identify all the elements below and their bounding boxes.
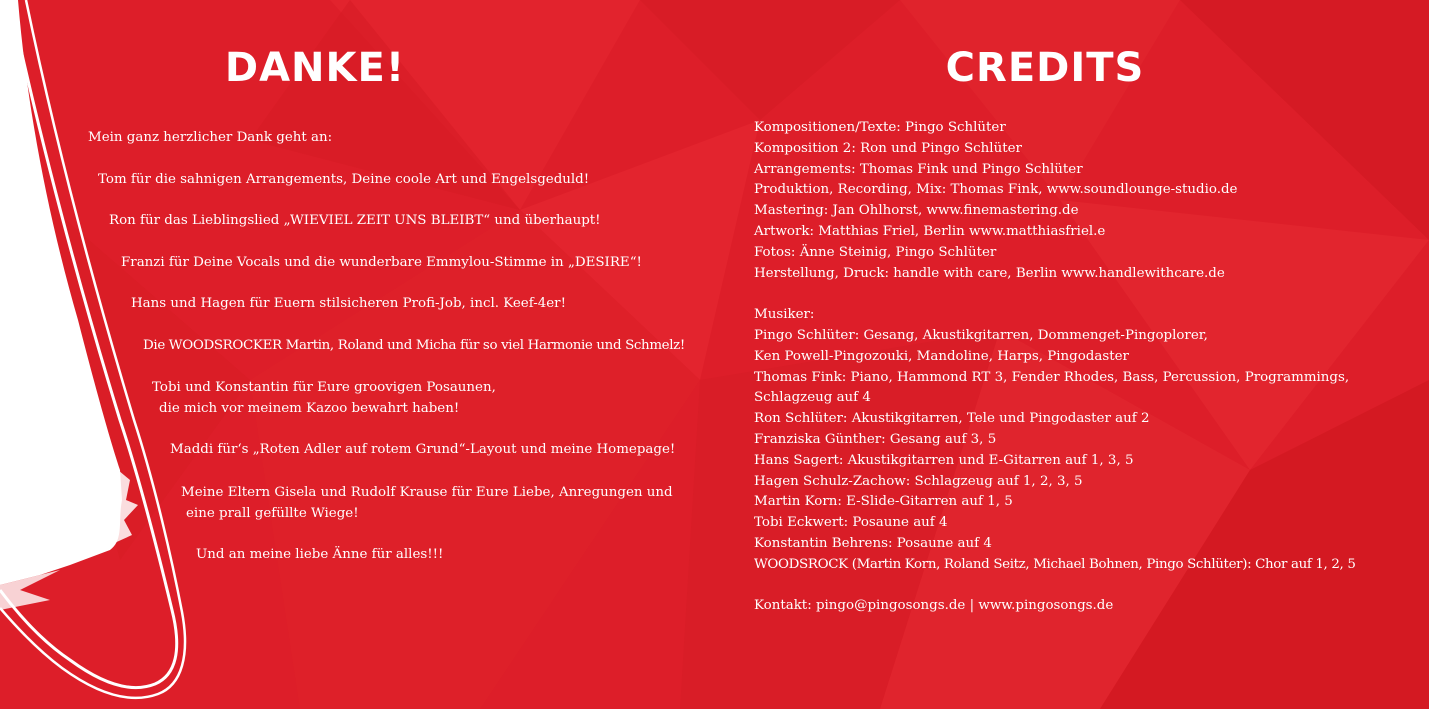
credit-line: Komposition 2: Ron und Pingo Schlüter bbox=[754, 140, 1022, 156]
credit-line: Arrangements: Thomas Fink und Pingo Schlüter bbox=[754, 161, 1083, 177]
thanks-line: eine prall gefüllte Wiege! bbox=[186, 506, 359, 521]
musician-line: Ken Powell-Pingozouki, Mandoline, Harps, Pingodaster bbox=[754, 348, 1129, 364]
thanks-intro: Mein ganz herzlicher Dank geht an: bbox=[88, 130, 333, 145]
spacer bbox=[754, 576, 1414, 597]
thanks-closing: Und an meine liebe Änne für alles!!! bbox=[196, 547, 444, 562]
musician-line: Thomas Fink: Piano, Hammond RT 3, Fender Rhodes, Bass, Percussion, Programmings, bbox=[754, 369, 1350, 385]
musician-line: Tobi Eckwert: Posaune auf 4 bbox=[754, 515, 948, 531]
musician-line: Hans Sagert: Akustikgitarren und E-Gitarren auf 1, 3, 5 bbox=[754, 452, 1134, 468]
credit-line: Kompositionen/Texte: Pingo Schlüter bbox=[754, 120, 1006, 135]
musician-line: Franziska Günther: Gesang auf 3, 5 bbox=[754, 431, 997, 447]
thanks-line: Franzi für Deine Vocals und die wunderbare Emmylou-Stimme in „DESIRE“! bbox=[121, 255, 642, 270]
thanks-line: Maddi für‘s „Roten Adler auf rotem Grund“-Layout und meine Homepage! bbox=[170, 442, 676, 457]
thanks-line: die mich vor meinem Kazoo bewahrt haben! bbox=[159, 401, 460, 416]
musician-line: WOODSROCK (Martin Korn, Roland Seitz, Michael Bohnen, Pingo Schlüter): Chor auf 1, 2, 5 bbox=[754, 556, 1356, 572]
thanks-line: Meine Eltern Gisela und Rudolf Krause für Eure Liebe, Anregungen und bbox=[181, 485, 673, 500]
musicians-heading: Musiker: bbox=[754, 307, 815, 323]
thanks-line: Ron für das Lieblingslied „WIEVIEL ZEIT UNS BLEIBT“ und überhaupt! bbox=[109, 213, 601, 228]
musician-line: Konstantin Behrens: Posaune auf 4 bbox=[754, 535, 992, 551]
musician-line: Hagen Schulz-Zachow: Schlagzeug auf 1, 2, 3, 5 bbox=[754, 473, 1083, 489]
musician-line: Martin Korn: E-Slide-Gitarren auf 1, 5 bbox=[754, 494, 1013, 510]
credit-line: Produktion, Recording, Mix: Thomas Fink, www.soundlounge-studio.de bbox=[754, 182, 1238, 198]
credit-line: Herstellung, Druck: handle with care, Berlin www.handlewithcare.de bbox=[754, 265, 1225, 281]
contact-line: Kontakt: pingo@pingosongs.de | www.pingosongs.de bbox=[754, 598, 1114, 614]
spacer bbox=[754, 284, 1414, 305]
musician-line: Schlagzeug auf 4 bbox=[754, 390, 871, 406]
credits-section bbox=[754, 118, 1414, 617]
musician-line: Ron Schlüter: Akustikgitarren, Tele und Pingodaster auf 2 bbox=[754, 411, 1150, 427]
credit-line: Fotos: Änne Steinig, Pingo Schlüter bbox=[754, 244, 997, 260]
credit-line: Artwork: Matthias Friel, Berlin www.matthiasfriel.e bbox=[754, 223, 1106, 239]
thanks-line: Hans und Hagen für Euern stilsicheren Profi-Job, incl. Keef-4er! bbox=[131, 296, 566, 311]
credit-line: Mastering: Jan Ohlhorst, www.finemastering.de bbox=[754, 203, 1079, 219]
musician-line: Pingo Schlüter: Gesang, Akustikgitarren, Dommenget-Pingoplorer, bbox=[754, 327, 1208, 343]
thanks-line: Tobi und Konstantin für Eure groovigen Posaunen, bbox=[152, 380, 496, 395]
thanks-title: DANKE! bbox=[224, 45, 406, 91]
credits-title: CREDITS bbox=[945, 45, 1145, 91]
thanks-line: Die WOODSROCKER Martin, Roland und Micha für so viel Harmonie und Schmelz! bbox=[143, 338, 685, 353]
thanks-line: Tom für die sahnigen Arrangements, Deine coole Art und Engelsgeduld! bbox=[98, 172, 590, 187]
